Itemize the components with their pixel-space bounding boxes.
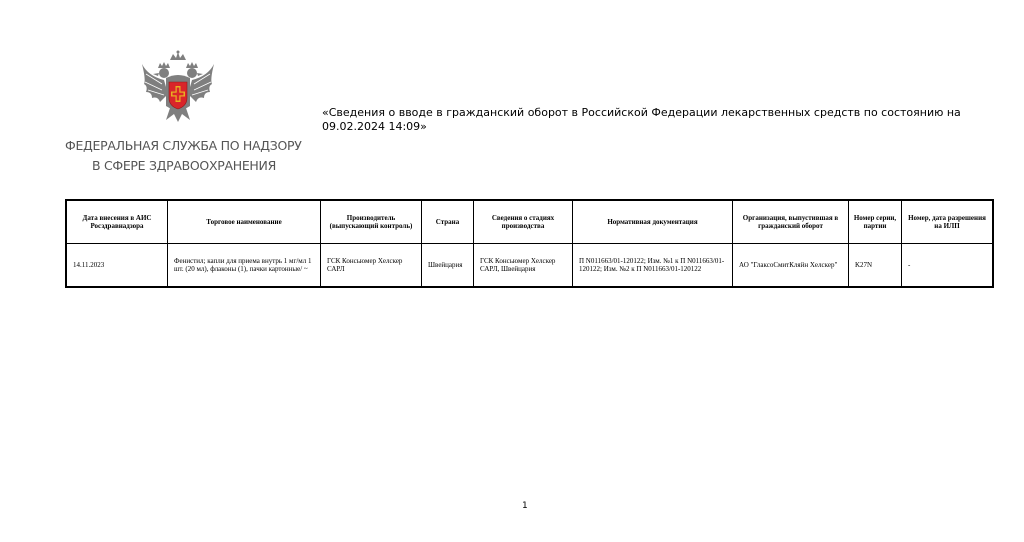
cell-trade-name: Фенистил; капли для приема внутрь 1 мг/мл 1 шт. (20 мл), флаконы (1), пачки картонные/ ~ <box>168 244 321 287</box>
cell-country: Швейцария <box>422 244 474 287</box>
column-header-country: Страна <box>422 201 474 244</box>
column-header-production-stages: Сведения о стадиях производства <box>474 201 573 244</box>
column-header-trade-name: Торговое наименование <box>168 201 321 244</box>
table-row <box>67 244 993 287</box>
cell-date-added: 14.11.2023 <box>67 244 168 287</box>
table-header-row <box>67 201 993 244</box>
column-header-batch-number: Номер серии, партии <box>849 201 902 244</box>
cell-production-stages: ГСК Консьюмер Хелскер САРЛ, Швейцария <box>474 244 573 287</box>
column-header-releasing-organization: Организация, выпустившая в гражданский оборот <box>733 201 849 244</box>
page-number: 1 <box>522 501 528 511</box>
cell-regulatory-docs: П N011663/01-120122; Изм. №1 к П N011663/01-120122; Изм. №2 к П N011663/01-120122 <box>573 244 733 287</box>
cell-permit-number: - <box>902 244 993 287</box>
column-header-permit-number: Номер, дата разрешения на ИЛП <box>902 201 993 244</box>
column-header-regulatory-docs: Нормативная документация <box>573 201 733 244</box>
column-header-date-added: Дата внесения в АИС Росздравнадзора <box>67 201 168 244</box>
agency-name-line-2: В СФЕРЕ ЗДРАВООХРАНЕНИЯ <box>92 158 276 173</box>
column-header-manufacturer: Производитель (выпускающий контроль) <box>321 201 422 244</box>
agency-logo <box>60 50 300 178</box>
cell-manufacturer: ГСК Консьюмер Хелскер САРЛ <box>321 244 422 287</box>
cell-releasing-organization: АО "ГлаксоСмитКляйн Хелскер" <box>733 244 849 287</box>
registry-table <box>66 200 993 287</box>
cell-batch-number: K27N <box>849 244 902 287</box>
double-headed-eagle-emblem-icon <box>140 50 216 124</box>
agency-name-line-1: ФЕДЕРАЛЬНАЯ СЛУЖБА ПО НАДЗОРУ <box>65 138 302 153</box>
report-title: «Сведения о вводе в гражданский оборот в Российской Федерации лекарственных средств по состоянию на 09.02.2024 14:09» <box>322 106 961 133</box>
